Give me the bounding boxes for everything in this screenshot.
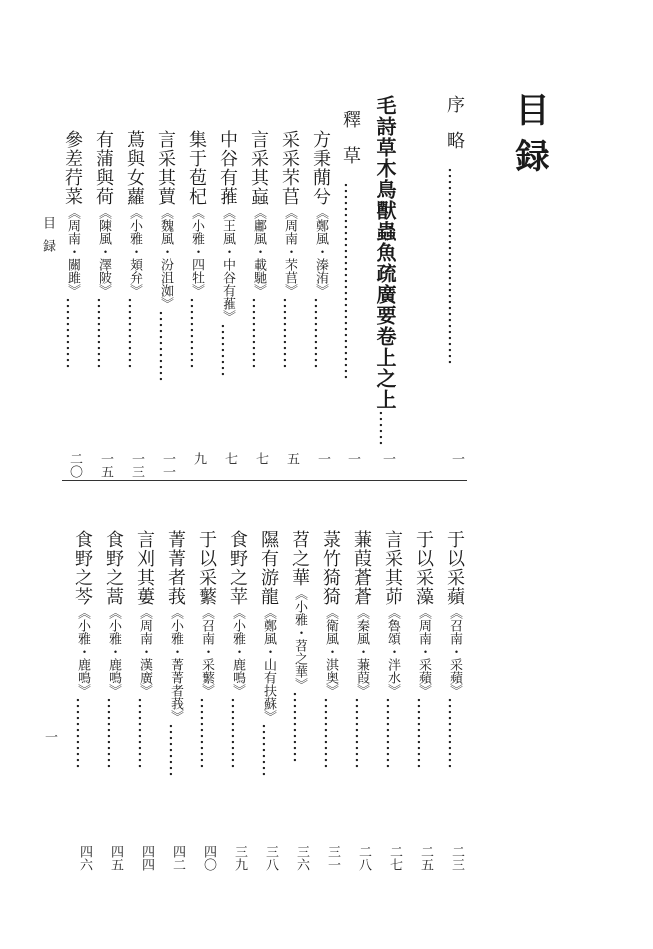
page-number: 三一 [325,845,340,871]
entry-source: 《秦風・蒹葭》 [354,606,369,697]
leader-dots: ………… [279,297,300,369]
leader-dots: ………… [444,697,465,769]
entry-title: 方秉蕑兮 [310,130,331,206]
page-number: 一 [345,452,360,465]
page-number: 一三 [129,452,144,478]
page-number: 二〇 [67,452,82,478]
toc-entry[interactable] [443,95,465,365]
entry-title: 于以采藻 [413,530,434,606]
entry-source: 《小雅・苕之華》 [292,587,307,691]
entry-source: 《小雅・鹿鳴》 [230,606,245,697]
entry-source: 《魏風・汾沮洳》 [158,206,173,310]
toc-entry[interactable] [123,130,145,369]
running-head: 目録 [40,216,55,262]
entry-title: 毛詩草木鳥獸蟲魚疏廣要卷上之上 [373,95,397,410]
page-number: 一 [315,452,330,465]
toc-entry[interactable] [154,130,176,382]
entry-source: 《鄘風・載馳》 [251,206,266,297]
entry-source: 《小雅・鹿鳴》 [106,606,121,697]
entry-title: 言采其蝱 [248,130,269,206]
leader-dots: …………………………… [444,167,465,365]
entry-title: 集于苞杞 [186,130,207,206]
leader-dots: ………… [227,697,248,769]
entry-source: 《鄭風・溱洧》 [313,206,328,297]
page-number: 五 [284,452,299,465]
entry-title: 蒹葭蒼蒼 [351,530,372,606]
entry-source: 《衛風・淇奥》 [323,606,338,697]
page-number: 一 [380,452,395,465]
leader-dots: ………… [382,697,403,769]
toc-entry[interactable] [257,530,279,777]
entry-source: 《周南・芣苢》 [282,206,297,297]
toc-entry[interactable] [195,530,217,769]
page-title: 目録 [509,92,549,184]
leader-dots: ………… [196,697,217,769]
leader-dots: ………… [310,297,331,369]
page-number: 七 [222,452,237,465]
leader-dots: ………… [186,297,207,369]
entry-source: 《周南・關雎》 [65,206,80,297]
leader-dots: ……… [165,723,186,777]
page-number: 三八 [263,845,278,871]
entry-title: 食野之蒿 [103,530,124,606]
entry-title: 序略 [444,95,465,167]
entry-source: 《魯頌・泮水》 [385,606,400,697]
toc-entry[interactable] [412,530,434,769]
entry-source: 《召南・采蘋》 [447,606,462,697]
toc-entry[interactable] [164,530,186,777]
leader-dots: …………………………… [340,182,361,380]
toc-entry[interactable] [226,530,248,769]
toc-entry[interactable] [319,530,341,769]
entry-title: 言采其蕒 [155,130,176,206]
entry-source: 《周南・采蘋》 [416,606,431,697]
entry-source: 《陳風・澤陂》 [96,206,111,297]
leader-dots: ………… [134,697,155,769]
toc-entry[interactable] [309,130,331,369]
entry-title: 蔦與女蘿 [124,130,145,206]
entry-title: 于以采蘋 [444,530,465,606]
page-number: 四〇 [201,845,216,871]
entry-source: 《周南・漢廣》 [137,606,152,697]
entry-title: 言刈其蔞 [134,530,155,606]
leader-dots: ………… [413,697,434,769]
entry-title: 菁菁者莪 [165,530,186,606]
entry-title: 釋草 [340,110,361,182]
leader-dots: ……… [258,723,279,777]
toc-entry[interactable] [185,130,207,369]
entry-title: 隰有游龍 [258,530,279,606]
entry-title: 中谷有蓷 [217,130,238,206]
leader-dots: …… [375,410,396,446]
toc-entry[interactable] [278,130,300,369]
entry-source: 《小雅・四牡》 [189,206,204,297]
page-number: 二七 [387,845,402,871]
page-number: 二五 [418,845,433,871]
divider-rule [62,480,467,481]
toc-entry[interactable] [288,530,310,763]
page-number: 四二 [170,845,185,871]
entry-source: 《召南・采蘩》 [199,606,214,697]
toc-entry[interactable] [216,130,238,377]
toc-entry[interactable] [133,530,155,769]
leader-dots: ……… [217,323,238,377]
leader-dots: ………… [289,691,310,763]
entry-source: 《鄭風・山有扶蘇》 [261,606,276,723]
page-number: 四六 [77,845,92,871]
page-number: 一 [449,452,464,465]
toc-entry[interactable] [102,530,124,769]
page-number: 二八 [356,845,371,871]
toc-entry[interactable] [381,530,403,769]
entry-title: 參差荇菜 [62,130,83,206]
folio: 一 [42,730,57,743]
page-number: 一一 [160,452,175,478]
toc-entry[interactable] [71,530,93,769]
leader-dots: ………… [62,297,83,369]
page-number: 三九 [232,845,247,871]
toc-entry[interactable] [339,110,361,380]
entry-title: 采采芣苢 [279,130,300,206]
leader-dots: ………… [320,697,341,769]
entry-source: 《小雅・菁菁者莪》 [168,606,183,723]
entry-source: 《小雅・鹿鳴》 [75,606,90,697]
entry-title: 菉竹猗猗 [320,530,341,606]
toc-entry[interactable] [92,130,114,369]
page-number: 一五 [98,452,113,478]
toc-entry[interactable] [61,130,83,369]
entry-title: 言采其茆 [382,530,403,606]
entry-title: 苕之華 [289,530,310,587]
page-number: 四五 [108,845,123,871]
entry-title: 食野之苹 [227,530,248,606]
entry-title: 有蒲與荷 [93,130,114,206]
page-number: 三六 [294,845,309,871]
leader-dots: ………… [248,297,269,369]
toc-entry[interactable] [350,530,372,769]
page-number: 九 [191,452,206,465]
leader-dots: ………… [124,297,145,369]
entry-title: 于以采蘩 [196,530,217,606]
page-number: 二三 [449,845,464,871]
page-number: 四四 [139,845,154,871]
leader-dots: ………… [103,697,124,769]
entry-source: 《王風・中谷有蓷》 [220,206,235,323]
toc-entry[interactable] [374,95,396,446]
leader-dots: ………… [93,297,114,369]
page-number: 七 [253,452,268,465]
leader-dots: ………… [155,310,176,382]
toc-entry[interactable] [247,130,269,369]
entry-title: 食野之芩 [72,530,93,606]
toc-entry[interactable] [443,530,465,769]
entry-source: 《小雅・頍弁》 [127,206,142,297]
leader-dots: ………… [351,697,372,769]
leader-dots: ………… [72,697,93,769]
